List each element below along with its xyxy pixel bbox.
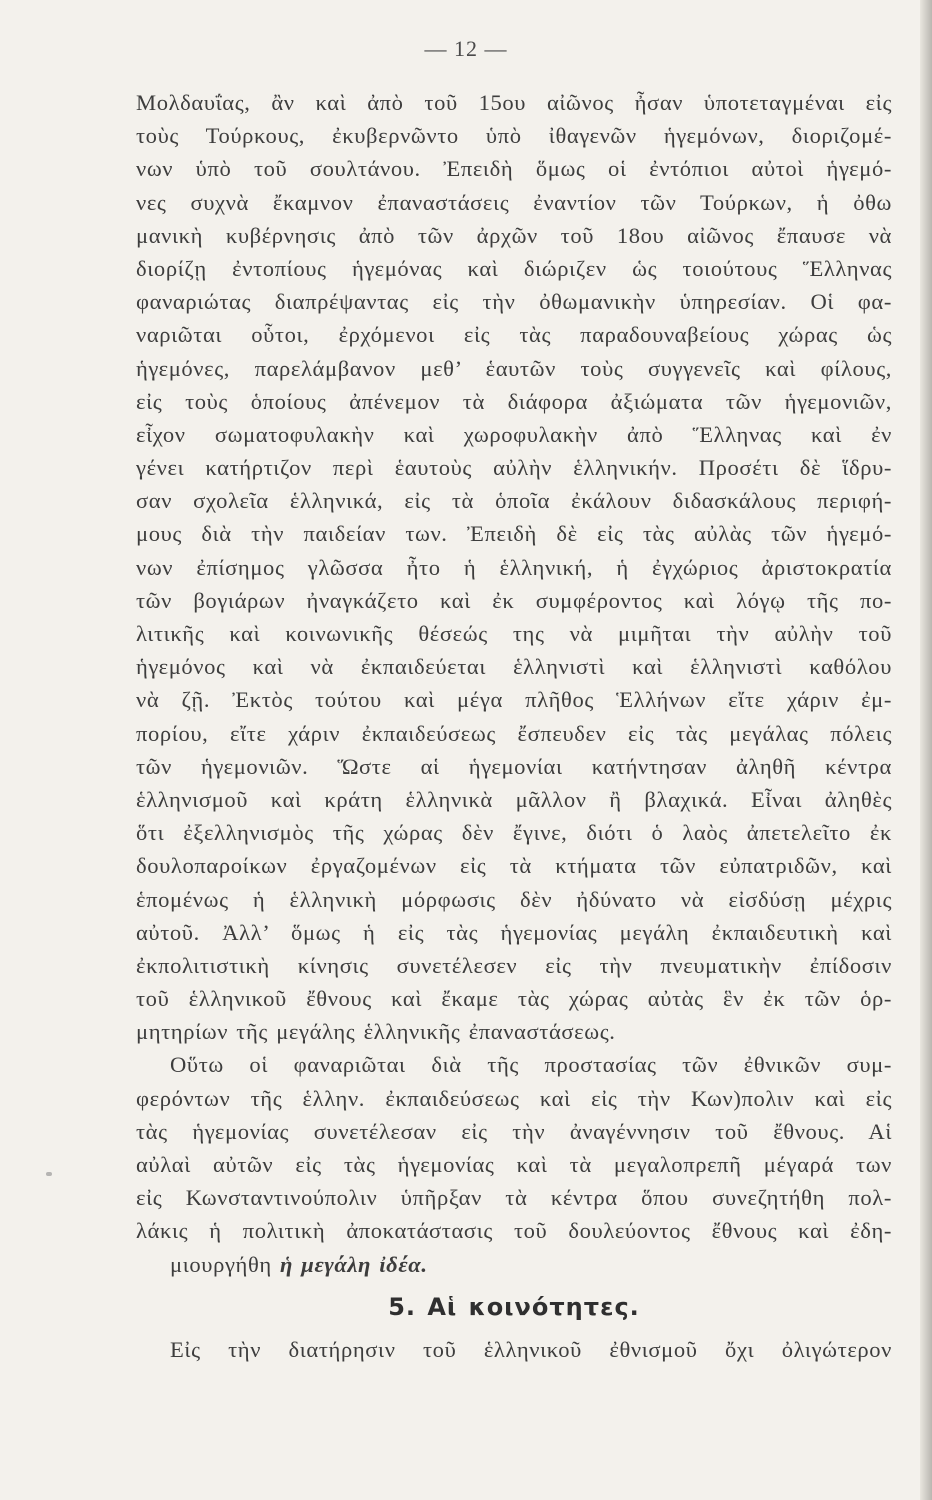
page-number: — 12 —	[424, 36, 508, 61]
body-text	[136, 86, 892, 1366]
text-line: Εἰς τὴν διατήρησιν τοῦ ἑλληνικοῦ ἐθνισμοῦ ὄχι ὀλιγώτερον	[170, 1336, 892, 1362]
text-line: νων ἐπίσημος γλῶσσα ἦτο ἡ ἑλληνική, ἡ ἐγχώριος ἀριστοκρατία	[136, 554, 892, 580]
paragraph-2	[136, 1048, 892, 1247]
text-line: διορίζῃ ἐντοπίους ἡγεμόνας καὶ διώριζεν ὡς τοιούτους Ἕλληνας	[136, 255, 892, 281]
text-line: αὐλαὶ αὐτῶν εἰς τὰς ἡγεμονίας καὶ τὰ μεγαλοπρεπῆ μέγαρά των	[136, 1152, 892, 1177]
emphasis-great-idea: ἡ μεγάλη ἰδέα.	[280, 1251, 428, 1277]
text-line: νων ὑπὸ τοῦ σουλτάνου. Ἐπειδὴ ὅμως οἱ ἐντόπιοι αὐτοὶ ἡγεμό-	[136, 156, 892, 182]
text-line: γένει κατήρτιζον περὶ ἑαυτοὺς αὐλὴν ἑλληνικήν. Προσέτι δὲ ἵδρυ-	[136, 455, 892, 481]
text-line: ὅτι ἐξελληνισμὸς τῆς χώρας δὲν ἔγινε, διότι ὁ λαὸς ἀπετελεῖτο ἐκ	[136, 820, 892, 846]
text-line: εἶχον σωματοφυλακὴν καὶ χωροφυλακὴν ἀπὸ Ἕλληνας καὶ ἐν	[136, 421, 892, 447]
text-line: Οὕτω οἱ φαναριῶται διὰ τῆς προστασίας τῶν ἐθνικῶν συμ-	[170, 1052, 892, 1078]
text-line: εἰς Κωνσταντινούπολιν ὑπῆρξαν τὰ κέντρα ὅπου συνεζητήθη πολ-	[136, 1185, 892, 1211]
scan-smudge	[46, 1172, 52, 1176]
text-line: λάκις ἡ πολιτικὴ ἀποκατάστασις τοῦ δουλεύοντος ἔθνους καὶ ἐδη-	[136, 1218, 892, 1244]
text-line: τὰς ἡγεμονίας συνετέλεσαν εἰς τὴν ἀναγέννησιν τοῦ ἔθνους. Αἱ	[136, 1118, 892, 1144]
text-line: ἡγεμόνος καὶ νὰ ἐκπαιδεύεται ἑλληνιστὶ καὶ ἑλληνιστὶ καθόλου	[136, 654, 892, 680]
section-heading: 5. Αἱ κοινότητες.	[388, 1292, 640, 1321]
text-line: μανικὴ κυβέρνησις ἀπὸ τῶν ἀρχῶν τοῦ 18ου αἰῶνος ἔπαυσε νὰ	[136, 222, 892, 248]
text-line: τοὺς Τούρκους, ἐκυβερνῶντο ὑπὸ ἰθαγενῶν ἡγεμόνων, διοριζομέ-	[136, 123, 892, 149]
paragraph-3	[136, 1333, 892, 1366]
text-line: Μολδαυΐας, ἂν καὶ ἀπὸ τοῦ 15ου αἰῶνος ἦσαν ὑποτεταγμέναι εἰς	[136, 90, 892, 115]
text-line: πορίου, εἴτε χάριν ἐκπαιδεύσεως ἔσπευδεν εἰς τὰς μεγάλας πόλεις	[136, 720, 892, 746]
text-line: ἑλληνισμοῦ καὶ κράτη ἑλληνικὰ μᾶλλον ἢ βλαχικά. Εἶναι ἀληθὲς	[136, 786, 892, 812]
text-line: τοῦ ἑλληνικοῦ ἔθνους καὶ ἔκαμε τὰς χώρας αὐτὰς ἓν ἐκ τῶν ὁρ-	[136, 986, 892, 1012]
text-line: αὐτοῦ. Ἀλλ’ ὅμως ἡ εἰς τὰς ἡγεμονίας μεγάλη ἐκπαιδευτικὴ καὶ	[136, 919, 892, 945]
text-line: ἑπομένως ἡ ἑλληνικὴ μόρφωσις δὲν ἠδύνατο νὰ εἰσδύσῃ μέχρις	[136, 886, 892, 912]
last-line-prefix: μιουργήθη	[170, 1251, 281, 1277]
text-line: δουλοπαροίκων ἐργαζομένων εἰς τὰ κτήματα τῶν εὐπατριδῶν, καὶ	[136, 853, 892, 879]
text-line: τῶν βογιάρων ἠναγκάζετο καὶ ἐκ συμφέροντος καὶ λόγῳ τῆς πο-	[136, 587, 892, 613]
text-line: μους διὰ τὴν παιδείαν των. Ἐπειδὴ δὲ εἰς τὰς αὐλὰς τῶν ἡγεμό-	[136, 521, 892, 547]
text-line: ἡγεμόνες, παρελάμβανον μεθ’ ἑαυτῶν τοὺς συγγενεῖς καὶ φίλους,	[136, 355, 892, 381]
paragraph-1	[136, 86, 892, 1048]
text-line: τῶν ἡγεμονιῶν. Ὥστε αἱ ἡγεμονίαι κατήντησαν ἀληθῆ κέντρα	[136, 753, 892, 779]
text-line: ναριῶται οὗτοι, ἐρχόμενοι εἰς τὰς παραδουναβείους χώρας ὡς	[136, 322, 892, 348]
text-line: εἰς τοὺς ὁποίους ἀπένεμον τὰ διάφορα ἀξιώματα τῶν ἡγεμονιῶν,	[136, 388, 892, 414]
text-line: φαναριώτας διαπρέψαντας εἰς τὴν ὀθωμανικὴν ὑπηρεσίαν. Οἱ φα-	[136, 289, 892, 315]
text-line: φερόντων τῆς ἑλλην. ἐκπαιδεύσεως καὶ εἰς τὴν Κων)πολιν καὶ εἰς	[136, 1085, 892, 1111]
paragraph-2-last-line	[136, 1248, 892, 1281]
text-line: νες συχνὰ ἔκαμνον ἐπαναστάσεις ἐναντίον τῶν Τούρκων, ἡ ὀθω	[136, 189, 892, 215]
text-line: μητηρίων τῆς μεγάλης ἑλληνικῆς ἐπαναστάσεως.	[136, 1019, 616, 1045]
page-edge-shadow	[920, 0, 932, 1500]
text-line: ἐκπολιτιστικὴ κίνησις συνετέλεσεν εἰς τὴν πνευματικὴν ἐπίδοσιν	[136, 952, 892, 978]
text-line: νὰ ζῇ. Ἐκτὸς τούτου καὶ μέγα πλῆθος Ἑλλήνων εἴτε χάριν ἐμ-	[136, 687, 892, 713]
text-line: λιτικῆς καὶ κοινωνικῆς θέσεώς της νὰ μιμῆται τὴν αὐλὴν τοῦ	[136, 621, 892, 646]
text-line: σαν σχολεῖα ἑλληνικά, εἰς τὰ ὁποῖα ἐκάλουν διδασκάλους περιφή-	[136, 488, 892, 514]
